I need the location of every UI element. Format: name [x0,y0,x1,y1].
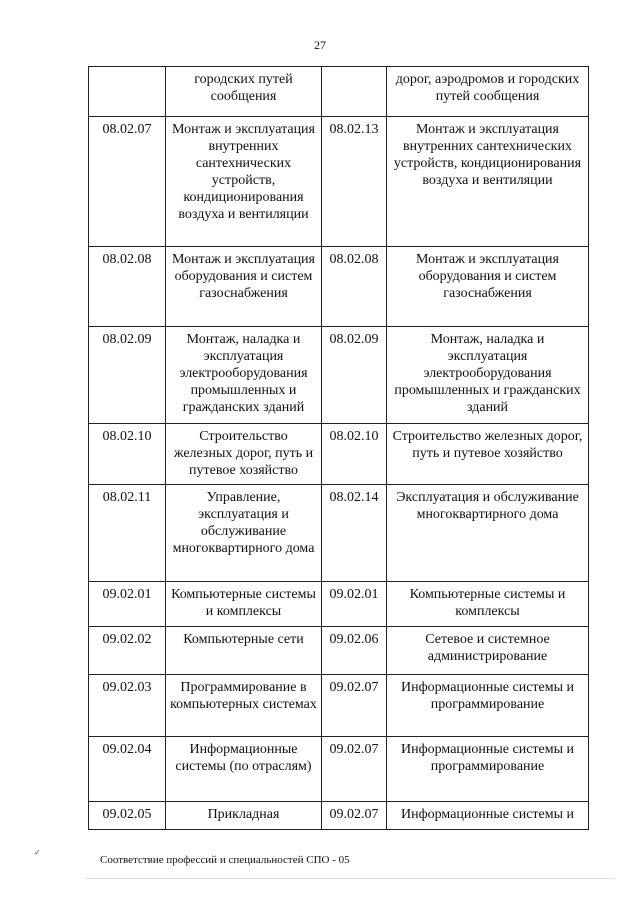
table-row [89,67,589,117]
scan-edge-divider [85,878,615,879]
old-code-cell: 09.02.01 [89,582,166,627]
new-name-cell: Строительство железных дорог, путь и путевое хозяйство [387,424,589,485]
new-name-cell: Сетевое и системное администрирование [387,627,589,675]
old-name-cell: Информационные системы (по отраслям) [166,737,322,802]
table-row [89,627,589,675]
table-row [89,802,589,830]
old-code-cell: 08.02.08 [89,247,166,327]
old-name-cell: Прикладная [166,802,322,830]
old-code-cell: 08.02.10 [89,424,166,485]
new-code-cell [322,67,387,117]
table-row [89,582,589,627]
correspondence-table [88,66,589,830]
new-code-cell: 09.02.07 [322,737,387,802]
old-name-cell: Управление, эксплуатация и обслуживание многоквартирного дома [166,485,322,582]
new-code-cell: 08.02.08 [322,247,387,327]
table-row [89,327,589,424]
table-row [89,247,589,327]
old-name-cell: городских путей сообщения [166,67,322,117]
old-name-cell: Монтаж, наладка и эксплуатация электрооборудования промышленных и гражданских зданий [166,327,322,424]
new-name-cell: Компьютерные системы и комплексы [387,582,589,627]
new-name-cell: Информационные системы и программирование [387,737,589,802]
old-code-cell: 09.02.05 [89,802,166,830]
new-name-cell: Монтаж и эксплуатация оборудования и систем газоснабжения [387,247,589,327]
new-name-cell: Монтаж и эксплуатация внутренних сантехнических устройств, кондиционирования воздуха и вентиляции [387,117,589,247]
new-name-cell: дорог, аэродромов и городских путей сообщения [387,67,589,117]
new-name-cell: Монтаж, наладка и эксплуатация электрооборудования промышленных и гражданских зданий [387,327,589,424]
new-code-cell: 09.02.07 [322,802,387,830]
new-name-cell: Эксплуатация и обслуживание многоквартирного дома [387,485,589,582]
new-code-cell: 08.02.14 [322,485,387,582]
old-name-cell: Монтаж и эксплуатация оборудования и систем газоснабжения [166,247,322,327]
old-code-cell: 09.02.02 [89,627,166,675]
new-name-cell: Информационные системы и [387,802,589,830]
old-name-cell: Монтаж и эксплуатация внутренних сантехнических устройств, кондиционирования воздуха и вентиляции [166,117,322,247]
table-row [89,485,589,582]
new-code-cell: 09.02.07 [322,675,387,737]
new-code-cell: 09.02.06 [322,627,387,675]
table-row [89,117,589,247]
table-row [89,675,589,737]
old-code-cell: 09.02.04 [89,737,166,802]
old-code-cell [89,67,166,117]
old-code-cell: 08.02.07 [89,117,166,247]
scan-mark: ✓ [34,848,41,857]
old-code-cell: 09.02.03 [89,675,166,737]
old-code-cell: 08.02.09 [89,327,166,424]
new-code-cell: 09.02.01 [322,582,387,627]
new-code-cell: 08.02.10 [322,424,387,485]
table-row [89,737,589,802]
new-code-cell: 08.02.13 [322,117,387,247]
old-name-cell: Программирование в компьютерных системах [166,675,322,737]
page-number: 27 [314,38,326,52]
new-code-cell: 08.02.09 [322,327,387,424]
old-code-cell: 08.02.11 [89,485,166,582]
old-name-cell: Строительство железных дорог, путь и путевое хозяйство [166,424,322,485]
document-footer: Соответствие профессий и специальностей СПО - 05 [100,854,350,866]
old-name-cell: Компьютерные системы и комплексы [166,582,322,627]
new-name-cell: Информационные системы и программирование [387,675,589,737]
table-row [89,424,589,485]
old-name-cell: Компьютерные сети [166,627,322,675]
